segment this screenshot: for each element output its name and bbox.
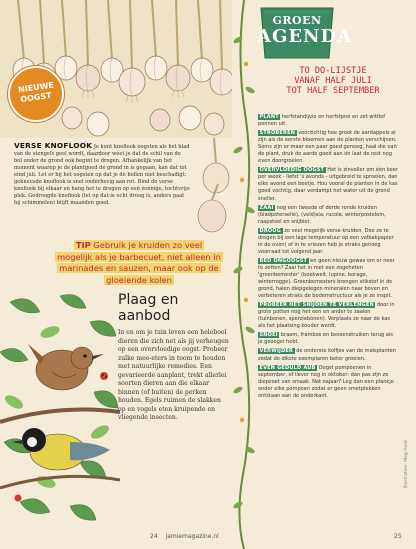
pest-title-line-2: aanbod <box>118 308 171 324</box>
entry-text: en geen nieuw gewas om er neer te zetten? Zaai het in met een zogeheten 'groenbemester' (boekweit, lupine, borage, winterrogge). Groenbemesters brengen stikstof in de grond, halen diepgelegen mineralen naar boven en verbeteren straks de bodemstructuur als je ze inspit. <box>258 257 395 300</box>
garlic-body: Je kunt knoflook oogsten als het blad van de stengels geel wordt, daardoor weet je dat de schil van de bol onder de grond ook begint te drogen. Afhankelijk van het moment waarop je de plantgoed de grond in is gegaan, kan dat tot eind juli. Let er bij het oogsten op dat je de bollen niet beschadigt: gekneusde knoflook is snel onderhevig aan rot. Bind de verse knoflook bij elkaar en hang het te drogen op een zonnige, tochtvrije plek. Gedroogde knoflook (let op dat-ie echt droog is, anders gaat hij schimmelen) blijft maanden goed. <box>14 144 190 207</box>
pest-title-line-1: Plaag en <box>118 292 179 308</box>
badge-line-2: OOGST <box>19 90 53 105</box>
tip-line-3: marinades en sauzen, maar ook op de <box>59 263 219 274</box>
todo-entry <box>258 130 398 165</box>
todo-entries <box>258 114 398 402</box>
todo-entry <box>258 365 398 400</box>
badge-line-1: NIEUWE <box>17 80 55 95</box>
entry-keyword: VERWIJDER <box>259 348 294 355</box>
entry-text: door in grote potten nog het een en ander te zaaien (tuinbonen, sperziebonen). Verplaats ze naar de kas als het plaatsing kouder wordt. <box>258 302 395 330</box>
entry-keyword: EVEN GEDULD AUB <box>259 364 316 371</box>
entry-text: Oogst pompoenen in september, of liever nog in oktober: dan pas zijn ze diepzoet van smaak. Nat najaar? Leg dan een plankje onder elke pompoen zodat er geen smetplekken ontstaan aan de onderkant. <box>258 364 394 399</box>
entry-keyword: PLANT <box>259 114 279 120</box>
entry-text: Het is zinvoller om één keer per week - liefst 's avonds - uitgebreid te sproeien, dan elke avond een beetje. Hou vooral de planten in de kas goed vochtig, daar verdampt het water uit de grond sneller. <box>258 167 398 202</box>
onion-illustration <box>190 138 232 238</box>
todo-entry <box>258 302 398 330</box>
tip-label: TIP <box>75 240 91 250</box>
entry-text: herfstandijvie en herfstprei en zet wittlof pennen uit. <box>258 114 386 128</box>
agenda-title-line-1: GROEN <box>272 14 322 27</box>
vine-border-illustration <box>232 0 256 549</box>
todo-entry <box>258 228 398 256</box>
tip-line-2: mogelijk als je barbecuet, niet alleen in <box>57 251 221 262</box>
todo-heading <box>258 66 408 97</box>
garlic-article <box>14 142 190 207</box>
entry-keyword: STROBEREN <box>259 130 296 137</box>
todo-line-1: TO DO-LIJSTJE <box>299 66 367 76</box>
garlic-heading: VERSE KNOFLOOK <box>14 141 93 150</box>
entry-keyword: SNOEI <box>259 332 278 339</box>
todo-entry <box>258 258 398 300</box>
left-page-number: 24 <box>150 533 158 540</box>
site-url[interactable]: jamiemagazine.nl <box>165 533 219 540</box>
entry-keyword: BED ONGOOGST <box>259 257 308 264</box>
todo-entry <box>258 205 398 226</box>
birds-illustration <box>0 292 120 532</box>
tip-box <box>50 240 228 286</box>
entry-keyword: OVERVLOEDIG OOGST <box>259 167 325 174</box>
entry-text: braam, frambos en bessenstruiken terug als je geoogst hebt. <box>258 332 393 346</box>
todo-entry <box>258 332 398 346</box>
tip-line-4: gloeiende kolen <box>106 274 172 285</box>
entry-text: de onderste kolfjes van de maïsplanten zodat de dikste exemplaren beter groeien. <box>258 348 396 362</box>
garlic-illustration <box>0 0 232 138</box>
tip-line-1: Gebruik je kruiden zo veel <box>93 240 203 250</box>
todo-entry <box>258 114 398 128</box>
entry-text: zo veel mogelijk verse kruiden. Doe ze te drogen bij een lage temperatuur op een velbakpapier in de oven) of in te vriezen heb je straks genoeg voorraad tot volgend jaar. <box>258 227 394 255</box>
pest-section-body: In en om je tuin leven een heleboel dieren die zich net als jij verheugen op een overvloedige oogst. Probeer zulke mee-eters in toom te houden met natuurlijke remedies. Een gevarieerde aanplant, trekt allerlei soorten dieren aan die elkaar binnen (of buiten) de perken houden. Egels ruimen de slakken op en vogels eten kruipende en vliegende insecten. <box>118 329 229 421</box>
todo-entry <box>258 348 398 362</box>
agenda-title-line-2: AGENDA <box>257 26 353 47</box>
todo-line-3: TOT HALF SEPTEMBER <box>286 86 380 97</box>
ladybug-1 <box>100 372 108 380</box>
entry-text: nog een tweede of derde ronde kruiden (bladpeterselie), (veld)sla, rucola, winterpostelein, raapsteel en snijbiet. <box>258 204 386 225</box>
new-harvest-badge <box>8 66 64 122</box>
right-page-number: 25 <box>394 533 402 540</box>
entry-text: voorzichtig hoe groot de aardappels al zijn als de eerste bloemen aan de planten verschijnen. Soms zijn er maar een paar goed genoeg, haal die van de plant, druk de aarde goed aan en laat de rest nog even doorgroeien. <box>258 130 397 165</box>
todo-entry <box>258 167 398 202</box>
pest-section-title <box>118 292 230 324</box>
todo-line-2: VANAF HALF JULI <box>294 76 372 87</box>
entry-keyword: DROOG <box>259 227 282 234</box>
illustration-credit: Illustraties: Meg Hunt <box>404 440 409 489</box>
entry-keyword: ZAAI <box>259 204 274 211</box>
entry-keyword: PROBEER HET SNIJDEN TE VERLENGEN <box>259 302 374 309</box>
left-footer <box>150 533 219 540</box>
